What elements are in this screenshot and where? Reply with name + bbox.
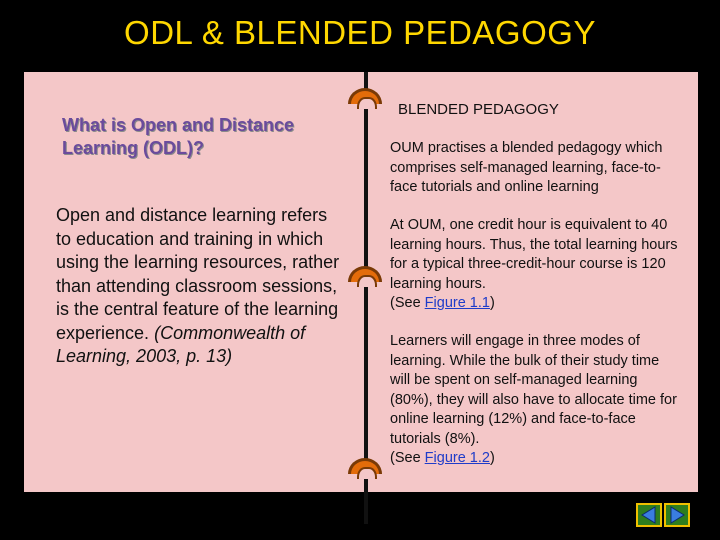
previous-slide-button[interactable] — [636, 503, 662, 527]
blended-paragraph-3 — [390, 332, 682, 469]
blended-paragraph-1: OUM practises a blended pedagogy which comprises self-managed learning, face-to-face tutorials and online learning — [390, 140, 663, 195]
slide-title: ODL & BLENDED PEDAGOGY — [124, 14, 596, 51]
see-suffix: ) — [489, 295, 495, 311]
figure-1-1-link[interactable]: Figure 1.1 — [424, 295, 490, 311]
paragraph-3-text: Learners will engage in three modes of learning. While the bulk of their study time will be spent on self-managed learning (80%), they will also have to allocate time for online learning (12%) and face-to-face tutorials (8%). — [390, 333, 677, 447]
see-prefix: (See — [390, 295, 425, 311]
next-slide-button[interactable] — [664, 503, 690, 527]
figure-1-2-link[interactable]: Figure 1.2 — [424, 450, 490, 466]
odl-citation: (Commonwealth of Learning, 2003, p. 13) — [56, 322, 306, 366]
see-suffix: ) — [489, 450, 495, 466]
odl-definition — [56, 204, 346, 369]
arrow-left-icon — [638, 505, 660, 525]
paragraph-2-text: At OUM, one credit hour is equivalent to 40 learning hours. Thus, the total learning hours for a typical three-credit-hour course is 120 learning hours. — [390, 217, 678, 292]
center-divider — [364, 72, 368, 524]
blended-paragraph-2 — [390, 216, 682, 314]
odl-question-heading: What is Open and Distance Learning (ODL)? — [62, 115, 295, 158]
odl-definition-text: Open and distance learning refers to education and training in which using the learning resources, rather than attending classroom sessions, is the central feature of the learning experience. — [56, 205, 340, 343]
arrow-right-icon — [666, 505, 688, 525]
blended-pedagogy-heading: BLENDED PEDAGOGY — [398, 101, 559, 118]
see-prefix: (See — [390, 450, 425, 466]
